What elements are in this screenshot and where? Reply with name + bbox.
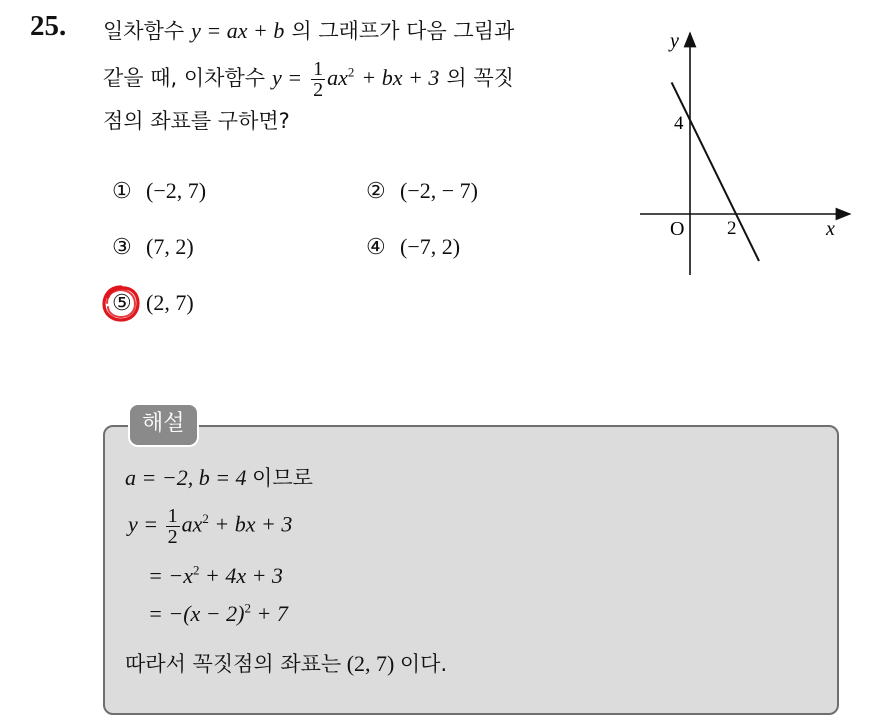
exponent: 2 xyxy=(202,511,209,527)
y-intercept-label: 4 xyxy=(674,113,684,134)
y-axis-label: y xyxy=(670,30,679,52)
solution-lhs: y = xyxy=(128,511,159,537)
linear-graph xyxy=(630,25,860,285)
choice-4[interactable] xyxy=(366,234,460,260)
solution-line-2 xyxy=(128,506,292,547)
x-intercept-label: 2 xyxy=(727,218,737,239)
choice-marker: ④ xyxy=(366,234,386,259)
choice-text: (−2, − 7) xyxy=(400,178,478,203)
vertex-point: (2, 7) xyxy=(346,651,395,676)
question-text-part: 의 그래프가 다음 그림과 xyxy=(291,19,515,43)
choice-text: (2, 7) xyxy=(146,290,194,315)
fraction-one-half xyxy=(311,59,325,100)
solution-values: a = −2, b = 4 xyxy=(125,465,247,490)
solution-text: 따라서 꼭짓점의 좌표는 xyxy=(125,652,342,676)
solution-term: = −(x − 2) xyxy=(148,601,245,626)
choice-marker: ② xyxy=(366,178,386,203)
choice-text: (−7, 2) xyxy=(400,234,461,259)
solution-term: + 7 xyxy=(256,601,288,626)
fraction-denominator: 2 xyxy=(167,526,178,548)
solution-line-5 xyxy=(125,648,447,678)
quadratic-rest: + bx + 3 xyxy=(361,65,440,90)
fraction-numerator: 1 xyxy=(167,505,178,527)
solution-line-3 xyxy=(148,563,283,589)
choice-3[interactable] xyxy=(112,234,194,260)
solution-fraction xyxy=(166,506,180,547)
solution-term: + 4x + 3 xyxy=(204,563,283,588)
choice-text: (−2, 7) xyxy=(146,178,207,203)
origin-label: O xyxy=(670,218,685,240)
choice-2[interactable] xyxy=(366,178,478,204)
solution-text: 이다. xyxy=(399,652,448,676)
answer-mark-icon xyxy=(101,283,141,323)
solution-line-4 xyxy=(148,601,288,627)
choice-text: (7, 2) xyxy=(146,234,194,259)
solution-text: 이므로 xyxy=(252,466,313,490)
question-number: 25. xyxy=(30,10,67,42)
exponent: 2 xyxy=(192,562,200,578)
solution-line-1 xyxy=(125,462,313,492)
question-text-part: 같을 때, 이차함수 xyxy=(103,66,266,90)
x-axis-label: x xyxy=(826,218,835,240)
question-text xyxy=(103,10,623,143)
choice-1[interactable] xyxy=(112,178,206,204)
question-line-1 xyxy=(103,10,623,53)
exponent: 2 xyxy=(244,600,251,616)
solution-term: ax xyxy=(181,511,203,537)
solution-term: + bx + 3 xyxy=(214,511,293,537)
question-line-2 xyxy=(103,57,623,100)
linear-function-equation: y = ax + b xyxy=(191,18,285,43)
question-text-part: 점의 좌표를 구하면? xyxy=(103,109,290,133)
question-text-part: 일차함수 xyxy=(103,19,185,43)
question-text-part: 의 꼭짓 xyxy=(446,66,514,90)
quadratic-term: ax xyxy=(327,65,348,90)
fraction-numerator: 1 xyxy=(313,57,324,80)
solution-term: = −x xyxy=(148,563,193,588)
question-line-3 xyxy=(103,100,623,143)
choice-marker: ③ xyxy=(112,234,132,259)
choice-marker: ⑤ xyxy=(112,290,132,315)
choice-marker: ① xyxy=(112,178,132,203)
solution-tag: 해설 xyxy=(128,403,199,447)
fraction-denominator: 2 xyxy=(313,78,324,101)
function-line xyxy=(672,82,759,261)
quadratic-lhs: y = xyxy=(272,65,303,90)
exponent: 2 xyxy=(347,64,355,80)
